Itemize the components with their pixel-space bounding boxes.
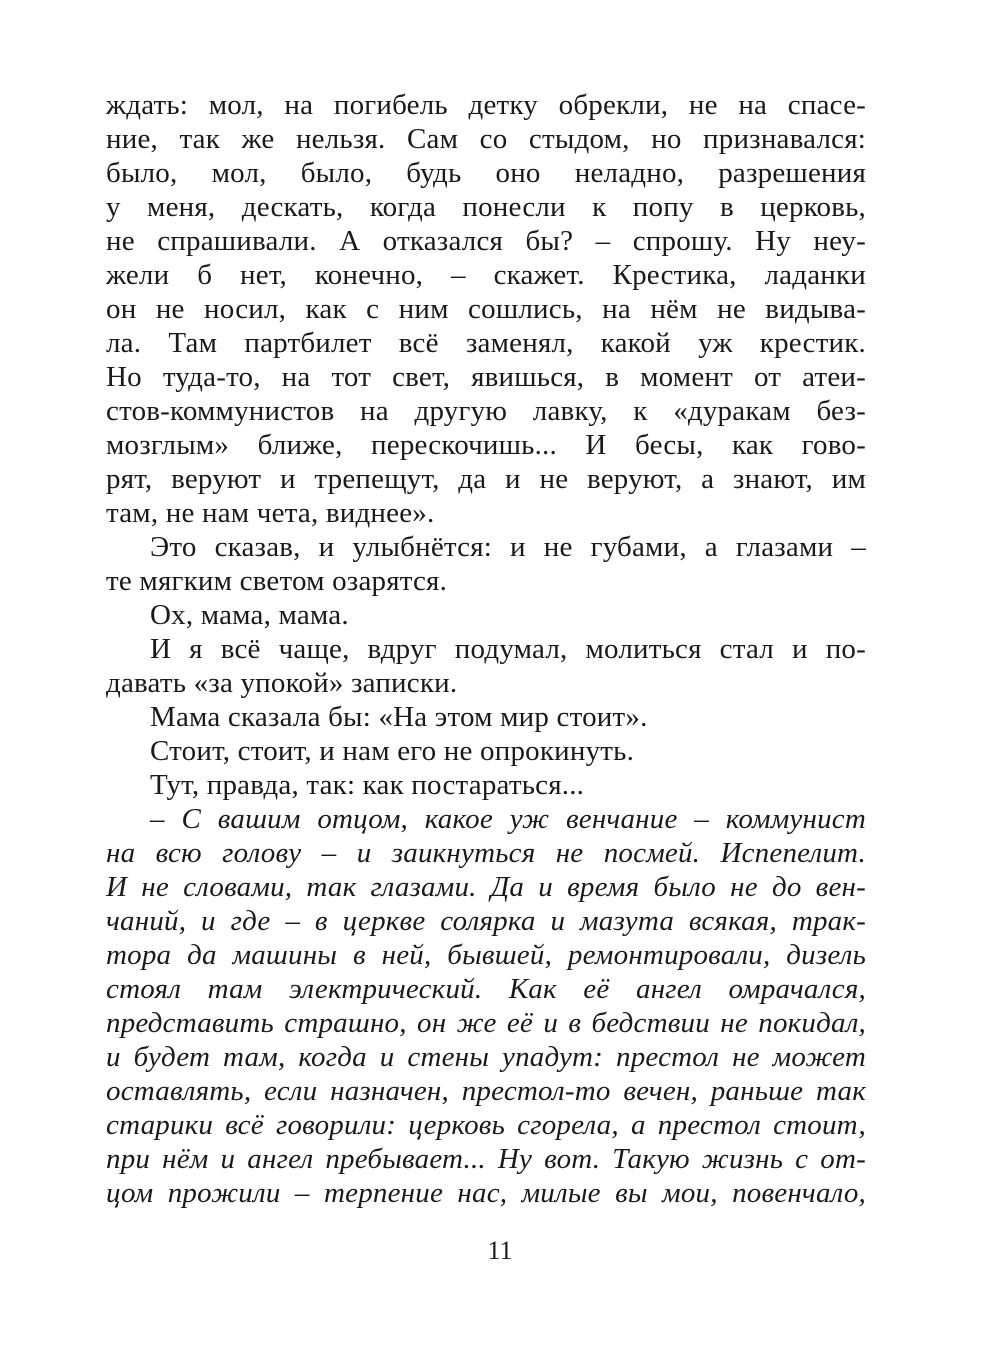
text-line: при нём и ангел пребывает... Ну вот. Такую жизнь с от- xyxy=(106,1143,866,1175)
text-line: И не словами, так глазами. Да и время было не до вен- xyxy=(106,871,866,903)
text-line: тора да машины в ней, бывшей, ремонтировали, дизель xyxy=(106,939,866,971)
body-text xyxy=(106,88,866,1210)
text-line: жели б нет, конечно, – скажет. Крестика, ладанки xyxy=(106,259,866,291)
text-line: стоял там электрический. Как её ангел омрачался, xyxy=(106,973,866,1005)
text-line: Ох, мама, мама. xyxy=(150,599,349,631)
text-line: Это сказав, и улыбнётся: и не губами, а глазами – xyxy=(150,531,866,563)
text-line: было, мол, было, будь оно неладно, разрешения xyxy=(106,157,866,189)
text-line: он не носил, как с ним сошлись, на нём не видыва- xyxy=(106,293,866,325)
text-line: – С вашим отцом, какое уж венчание – коммунист xyxy=(150,803,866,835)
text-line: представить страшно, он же её и в бедствии не покидал, xyxy=(106,1007,866,1039)
text-line: у меня, дескать, когда понесли к попу в церковь, xyxy=(106,191,866,223)
text-line: те мягким светом озарятся. xyxy=(106,565,448,597)
text-line: ждать: мол, на погибель детку обрекли, не на спасе- xyxy=(106,89,866,121)
text-line: чаний, и где – в церкве солярка и мазута всякая, трак- xyxy=(106,905,866,937)
text-line: и будет там, когда и стены упадут: престол не может xyxy=(106,1041,866,1073)
text-line: Мама сказала бы: «На этом мир стоит». xyxy=(150,701,648,733)
text-line: на всю голову – и заикнуться не посмей. Испепелит. xyxy=(106,837,866,869)
text-line: давать «за упокой» записки. xyxy=(106,667,458,699)
text-line: там, не нам чета, виднее». xyxy=(106,497,435,529)
text-line: цом прожили – терпение нас, милые вы мои, повенчало, xyxy=(106,1177,866,1209)
text-line: мозглым» ближе, перескочишь... И бесы, как гово- xyxy=(106,429,866,461)
text-line: оставлять, если назначен, престол-то вечен, раньше так xyxy=(106,1075,866,1107)
text-line: старики всё говорили: церковь сгорела, а престол стоит, xyxy=(106,1109,866,1141)
text-line: Тут, правда, так: как постараться... xyxy=(150,769,585,801)
text-line: И я всё чаще, вдруг подумал, молиться стал и по- xyxy=(150,633,866,665)
text-line: стов-коммунистов на другую лавку, к «дуракам без- xyxy=(106,395,866,427)
page-number: 11 xyxy=(487,1236,513,1265)
text-line: рят, веруют и трепещут, да и не веруют, а знают, им xyxy=(106,463,866,495)
text-line: Но туда-то, на тот свет, явишься, в момент от атеи- xyxy=(106,361,866,393)
text-line: ние, так же нельзя. Сам со стыдом, но признавался: xyxy=(106,123,866,155)
text-line: Стоит, стоит, и нам его не опрокинуть. xyxy=(150,735,635,767)
text-line: не спрашивали. А отказался бы? – спрошу. Ну неу- xyxy=(106,225,866,257)
text-line: ла. Там партбилет всё заменял, какой уж крестик. xyxy=(106,327,866,359)
